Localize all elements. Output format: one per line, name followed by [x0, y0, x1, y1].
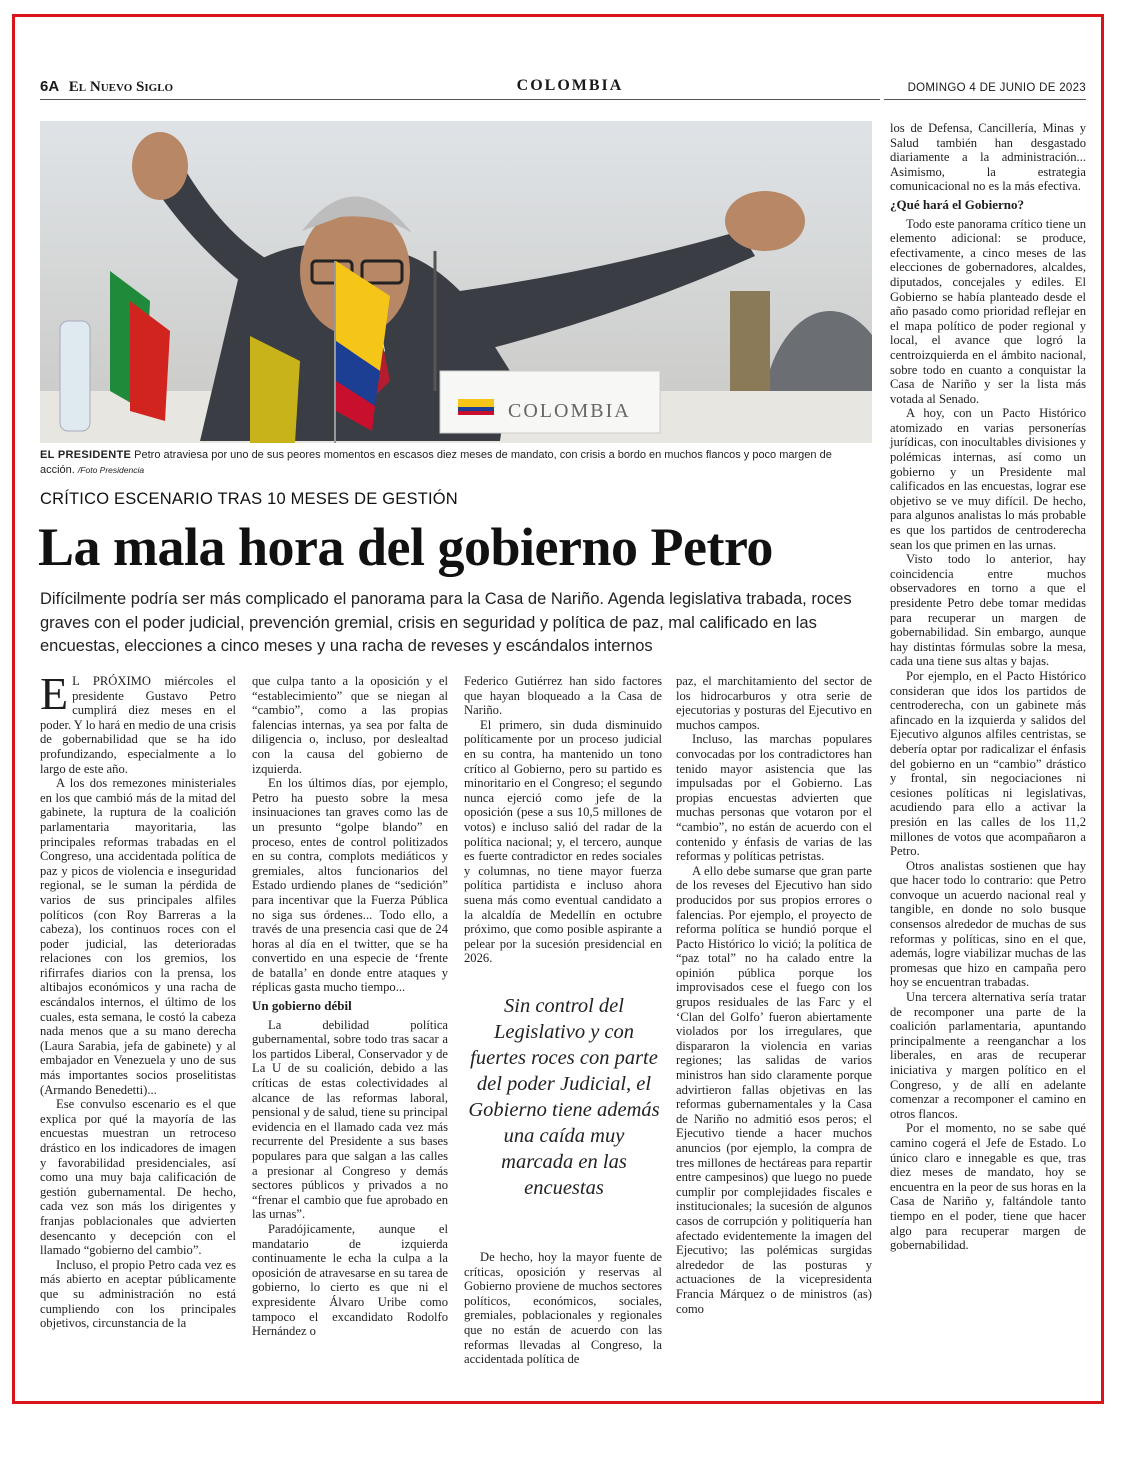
subhead: ¿Qué hará el Gobierno? — [890, 196, 1024, 212]
caption-lead: EL PRESIDENTE — [40, 449, 132, 461]
placard-text: COLOMBIA — [508, 400, 631, 422]
paragraph: El primero, sin duda disminuido políticamente por un proceso judicial en su contra, ha mantenido un tono crítico al Gobierno, pero su partido es minoritario en el Congreso; el segundo nunca ejerció como jefe de la oposición (pese a sus 10,5 millones de votos) e incluso salió del radar de la política nacional; y, el tercero, aunque es fuerte contradictor en redes sociales y columnas, no tiene mayor fuerza política partidista e incluso ahora suena más como eventual candidato a la alcaldía de Medellín en octubre próximo, que como posible aspirante a pelear por la sucesión presidencial en 2026. — [464, 717, 662, 966]
paragraph: Otros analistas sostienen que hay que hacer todo lo contrario: que Petro convoque un acuerdo nacional real y tangible, en donde no solo busque consensos alrededor de muchas de sus reformas y políticas, sino en el que, además, logre viabilizar muchas de las promesas que hizo en campaña pero hoy se encuentran trabadas. — [890, 858, 1086, 990]
paragraph: los de Defensa, Cancillería, Minas y Salud también han desgastado diariamente a la administración... Asimismo, la estrategia comunicacional no es la más efectiva. — [890, 121, 1086, 194]
paragraph: En los últimos días, por ejemplo, Petro ha puesto sobre la mesa insinuaciones tan graves como las de un presunto “golpe blando” en proceso, entes de control politizados en su contra, complots mediáticos y gremiales, altos funcionarios del Estado urdiendo planes de “sedición” para incentivar que la Fuerza Pública no siga sus órdenes... Todo ello, a través de una presencia casi que de 24 horas al día en el twitter, que se ha convertido en una especie de ‘frente de batalla’ en donde entre ataques y réplicas gasta mucho tiempo... — [252, 776, 448, 995]
paragraph: A los dos remezones ministeriales en los que cambió más de la mitad del gabinete, la ruptura de la coalición parlamentaria mayoritaria, las principales reformas trabadas en el Congreso, una accidentada política de paz y picos de violencia e inseguridad regional, se le suman la pérdida de varios de sus principales alfiles políticos (con Roy Barreras a la cabeza), los continuos roces con el poder judicial, las deterioradas relaciones con los gremios, los rifirrafes diarios con la prensa, los altibajos económicos y una racha de escándalos internos, el último de los cuales, esta semana, le costó la cabeza nada menos que a su mano derecha (Laura Sarabia, jefa de gabinete) y al embajador en Venezuela y uno de sus más importantes socios proselitistas (Armando Benedetti)... — [40, 776, 236, 1097]
lead-photo — [40, 121, 872, 443]
paragraph: Por el momento, no se sabe qué camino cogerá el Jefe de Estado. Lo único claro e innegable es que, tras diez meses de mandato, hoy se encuentra en la peor de sus horas en la Casa de Nariño y, faltándole tanto tiempo en el poder, tiene que hacer algo para recuperar margen de gobernabilidad. — [890, 1121, 1086, 1253]
paragraph: paz, el marchitamiento del sector de los hidrocarburos y otra serie de ejecutorias y posturas del Ejecutivo en muchos campos. — [676, 674, 872, 732]
article-column-5 — [890, 121, 1086, 1253]
header-rule — [40, 99, 880, 100]
headline: La mala hora del gobierno Petro — [38, 517, 773, 577]
paragraph: A ello debe sumarse que gran parte de los reveses del Ejecutivo han sido producidos por sus propios errores o falencias. Por ejemplo, el proyecto de reforma política se hundió porque el Pacto Histórico lo vició; la política de “paz total” no ha calado entre la opinión pública porque los improvisados cese el fuego con los grupos residuales de las Farc y el ‘Clan del Golfo’ fueron abiertamente violados por los irregulares, que dispararon la violencia en varias regiones; las salidas de varios ministros han sido claramente porque advirtieron fallas objetivas en las reformas gubernamentales y la Casa de Nariño no admitió esos peros; el Ejecutivo tiende a hacer muchos anuncios (por ejemplo, la compra de tres millones de hectáreas para repartir entre campesinos) que luego no puede cumplir por complejidades fiscales e institucionales; la sucesión de algunos casos de corrupción y politiquería han afectado evidentemente la imagen del Ejecutivo; las polémicas surgidas alrededor de las posturas y actuaciones de la vicepresidenta Francia Márquez o de ministros (as) como — [676, 863, 872, 1316]
header-rule-right — [884, 99, 1086, 100]
article-column-3-top — [464, 674, 662, 966]
paragraph: Federico Gutiérrez han sido factores que hayan bloqueado a la Casa de Nariño. — [464, 674, 662, 718]
article-column-3-bottom — [464, 1250, 662, 1367]
paragraph: que culpa tanto a la oposición y el “establecimiento” que se niegan al “cambio”, como a las propias falencias internas, ya sea por falta de diligencia o, incluso, por deslealtad con la causa del gobierno de izquierda. — [252, 674, 448, 776]
caption-text: Petro atraviesa por uno de sus peores momentos en escasos diez meses de mandato, con crisis a bordo en muchos flancos y poco margen de acción. — [40, 449, 832, 476]
issue-date: DOMINGO 4 DE JUNIO DE 2023 — [907, 82, 1086, 94]
paragraph: Por ejemplo, en el Pacto Histórico consideran que idos los partidos de centroderecha, con un gabinete más afincado en la izquierda y salidos del Ejecutivo algunos alfiles centristas, se debería optar por radicalizar el énfasis del gobierno en un “cambio” drástico y frontal, sin negociaciones ni cesiones políticas ni legislativas, acudiendo para ello a activar la presión en las calles de los 11,2 millones de votos que acompañaron a Petro. — [890, 668, 1086, 859]
pull-quote: Sin control del Legislativo y con fuertes roces con parte del poder Judicial, el Gobierno tiene además una caída muy marcada en las encuestas — [468, 995, 660, 1199]
article-column-4 — [676, 674, 872, 1316]
article-column-1 — [40, 668, 236, 1331]
paragraph: Una tercera alternativa sería tratar de recomponer una parte de la coalición parlamentaria, apuntando principalmente a reenganchar a los liberales, en aras de recuperar iniciativa y margen político en el Congreso, y de allí en adelante comenzar a recomponer el camino en otros flancos. — [890, 990, 1086, 1121]
paragraph: Todo este panorama crítico tiene un elemento adicional: se produce, efectivamente, a cinco meses de las elecciones de gobernadores, alcaldes, diputados, concejales y ediles. El Gobierno se había planteado desde el año pasado como prioridad reflejar en el mapa político de poder regional y local, el avance que logró la centroizquierda en el ámbito nacional, sobre todo en cuanto a conquistar la Casa de Nariño y ser la lista más votada al Senado. — [890, 216, 1086, 406]
paragraph-text: L PRÓXIMO miércoles el presidente Gustavo Petro cumplirá diez meses en el poder. Y lo hará en medio de una crisis de gobernabilidad que se ha ido profundizando, especialmente a lo largo de este año. — [40, 674, 236, 776]
photo-illustration — [40, 121, 872, 443]
paragraph: Incluso, las marchas populares convocadas por los contradictores han tenido mayor asistencia que las impulsadas por el Gobierno. Las propias encuestas advierten que muchas personas que votaron por el “cambio”, no están de acuerdo con el contenido y énfasis de varias de las reformas y políticas petristas. — [676, 732, 872, 864]
kicker: CRÍTICO ESCENARIO TRAS 10 MESES DE GESTIÓN — [40, 490, 458, 508]
paragraph: Paradójicamente, aunque el mandatario de izquierda continuamente le echa la culpa a la oposición de atravesarse en su tarea de gobierno, lo cierto es que ni el expresidente Álvaro Uribe como tampoco el excandidato Rodolfo Hernández o — [252, 1221, 448, 1339]
drop-cap: E — [40, 668, 69, 719]
masthead — [40, 78, 173, 96]
deck: Difícilmente podría ser más complicado el panorama para la Casa de Nariño. Agenda legislativa trabada, roces graves con el poder judicial, prevención gremial, crisis en seguridad y política de paz, mal calificado en las encuestas, elecciones a cinco meses y una racha de reveses y escándalos internos — [40, 590, 852, 655]
article-column-2 — [252, 674, 448, 1339]
photo-caption — [40, 448, 872, 478]
paragraph: A hoy, con un Pacto Histórico atomizado en varias personerías jurídicas, con inocultables divisiones y polémicas internas, así como un gobierno y un Presidente mal calificados en las encuestas, lograr ese objetivo se ve muy difícil. De hecho, para algunos analistas lo más probable es que los partidos de centroderecha sean los que primen en las urnas. — [890, 406, 1086, 552]
paragraph: Ese convulso escenario es el que explica por qué la mayoría de las encuestas muestran un retroceso drástico en los indicadores de imagen y favorabilidad presidenciales, así como una muy baja calificación de gestión gubernamental. De hecho, cada vez son más los dirigentes y franjas poblacionales que advierten desencanto y decepción con el llamado “gobierno del cambio”. — [40, 1097, 236, 1258]
photo-credit: /Foto Presidencia — [77, 465, 145, 475]
section-name: COLOMBIA — [516, 77, 624, 94]
paragraph: De hecho, hoy la mayor fuente de críticas, oposición y reservas al Gobierno proviene de muchos sectores políticos, económicos, sociales, gremiales, poblacionales y regionales que no están de acuerdo con las reformas llevadas al Congreso, la accidentada política de — [464, 1250, 662, 1367]
page-number: 6A — [40, 78, 59, 95]
paragraph: La debilidad política gubernamental, sobre todo tras sacar a los partidos Liberal, Conservador y de La U de su coalición, debido a las críticas de estas colectividades al alcance de las reformas laboral, pensional y de salud, tiene su principal evidencia en el llamado cada vez más recurrente del Presidente a sus bases populares para que salgan a las calles a presionar al Congreso y demás sectores públicos y privados a no “frenar el cambio que fue aprobado en las urnas”. — [252, 1017, 448, 1222]
subhead: Un gobierno débil — [252, 998, 352, 1014]
lead-paragraph — [40, 668, 236, 776]
newspaper-brand: El Nuevo Siglo — [68, 79, 174, 95]
paragraph: Visto todo lo anterior, hay coincidencia entre muchos observadores en torno a que el presidente Petro debe tomar medidas para recuperar un margen de gobernabilidad. Sin embargo, aunque hay distintas fórmulas sobre la mesa, cada una tiene sus altas y bajas. — [890, 552, 1086, 669]
paragraph: Incluso, el propio Petro cada vez es más abierto en aceptar públicamente que su administración no está cumpliendo con los principales objetivos, circunstancia de la — [40, 1257, 236, 1331]
